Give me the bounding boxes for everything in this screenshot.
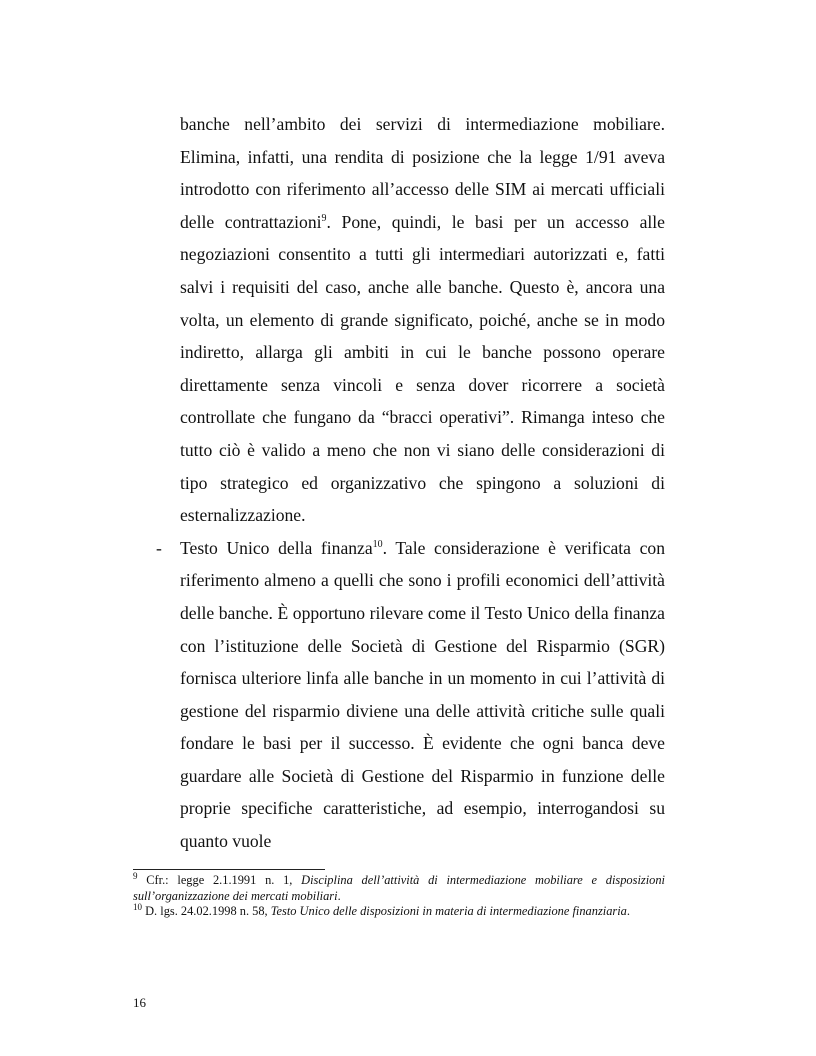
bullet-marker: -	[156, 537, 162, 558]
footnote-number: 10	[133, 902, 142, 912]
footnote-suffix: .	[626, 904, 630, 918]
footnote-prefix: D. lgs. 24.02.1998 n. 58,	[145, 904, 271, 918]
footnote	[133, 904, 665, 920]
paragraph-text: banche nell’ambito dei servizi di intermediazione mobiliare. Elimina, infatti, una rendita di posizione che la legge 1/91 aveva introdotto con riferimento all’accesso delle SIM ai mercati ufficiali delle contrattazioni	[180, 114, 665, 232]
footnote-reference[interactable]: 9	[321, 212, 327, 224]
footnote-separator	[133, 869, 325, 870]
bullet-list-item	[156, 532, 665, 858]
footnote-prefix: Cfr.: legge 2.1.1991 n. 1,	[146, 873, 302, 887]
footnote-suffix: .	[337, 888, 341, 903]
footnote-reference[interactable]: 10	[372, 538, 383, 550]
paragraph	[180, 108, 665, 532]
bullet-item-text-continued: . Tale considerazione è verificata con riferimento almeno a quelli che sono i profili economici dell’attività delle banche. È opportuno rilevare come il Testo Unico della finanza con l’istituzione delle Società di Gestione del Risparmio (SGR) fornisca ulteriore linfa alle banche in un momento in cui l’attività di gestione del risparmio diviene una delle attività critiche sulle quali fondare le basi per il successo. È evidente che ogni banca deve guardare alle Società di Gestione del Risparmio in funzione delle proprie specifiche caratteristiche, ad esempio, interrogandosi su quanto vuole	[180, 537, 665, 852]
footnotes	[133, 873, 665, 920]
footnote	[133, 873, 665, 904]
footnote-number: 9	[133, 871, 138, 881]
bullet-item-text: Testo Unico della finanza	[180, 537, 373, 558]
paragraph-text-continued: . Pone, quindi, le basi per un accesso alle negoziazioni consentito a tutti gli intermediari autorizzati e, fatti salvi i requisiti del caso, anche alle banche. Questo è, ancora una volta, un elemento di grande significato, poiché, anche se in modo indiretto, allarga gli ambiti in cui le banche possono operare direttamente senza vincoli e senza dover ricorrere a società controllate che fungano da “bracci operativi”. Rimanga inteso che tutto ciò è valido a meno che non vi siano delle considerazioni di tipo strategico ed organizzativo che spingono a soluzioni di esternalizzazione.	[180, 211, 665, 526]
footnote-title: Testo Unico delle disposizioni in materia di intermediazione finanziaria	[270, 904, 627, 918]
page-number: 16	[133, 995, 146, 1010]
footnote-title: Disciplina dell’attività di intermediazione mobiliare e disposizioni sull’organizzazione dei mercati mobiliari	[133, 873, 665, 903]
body-text	[156, 108, 665, 858]
